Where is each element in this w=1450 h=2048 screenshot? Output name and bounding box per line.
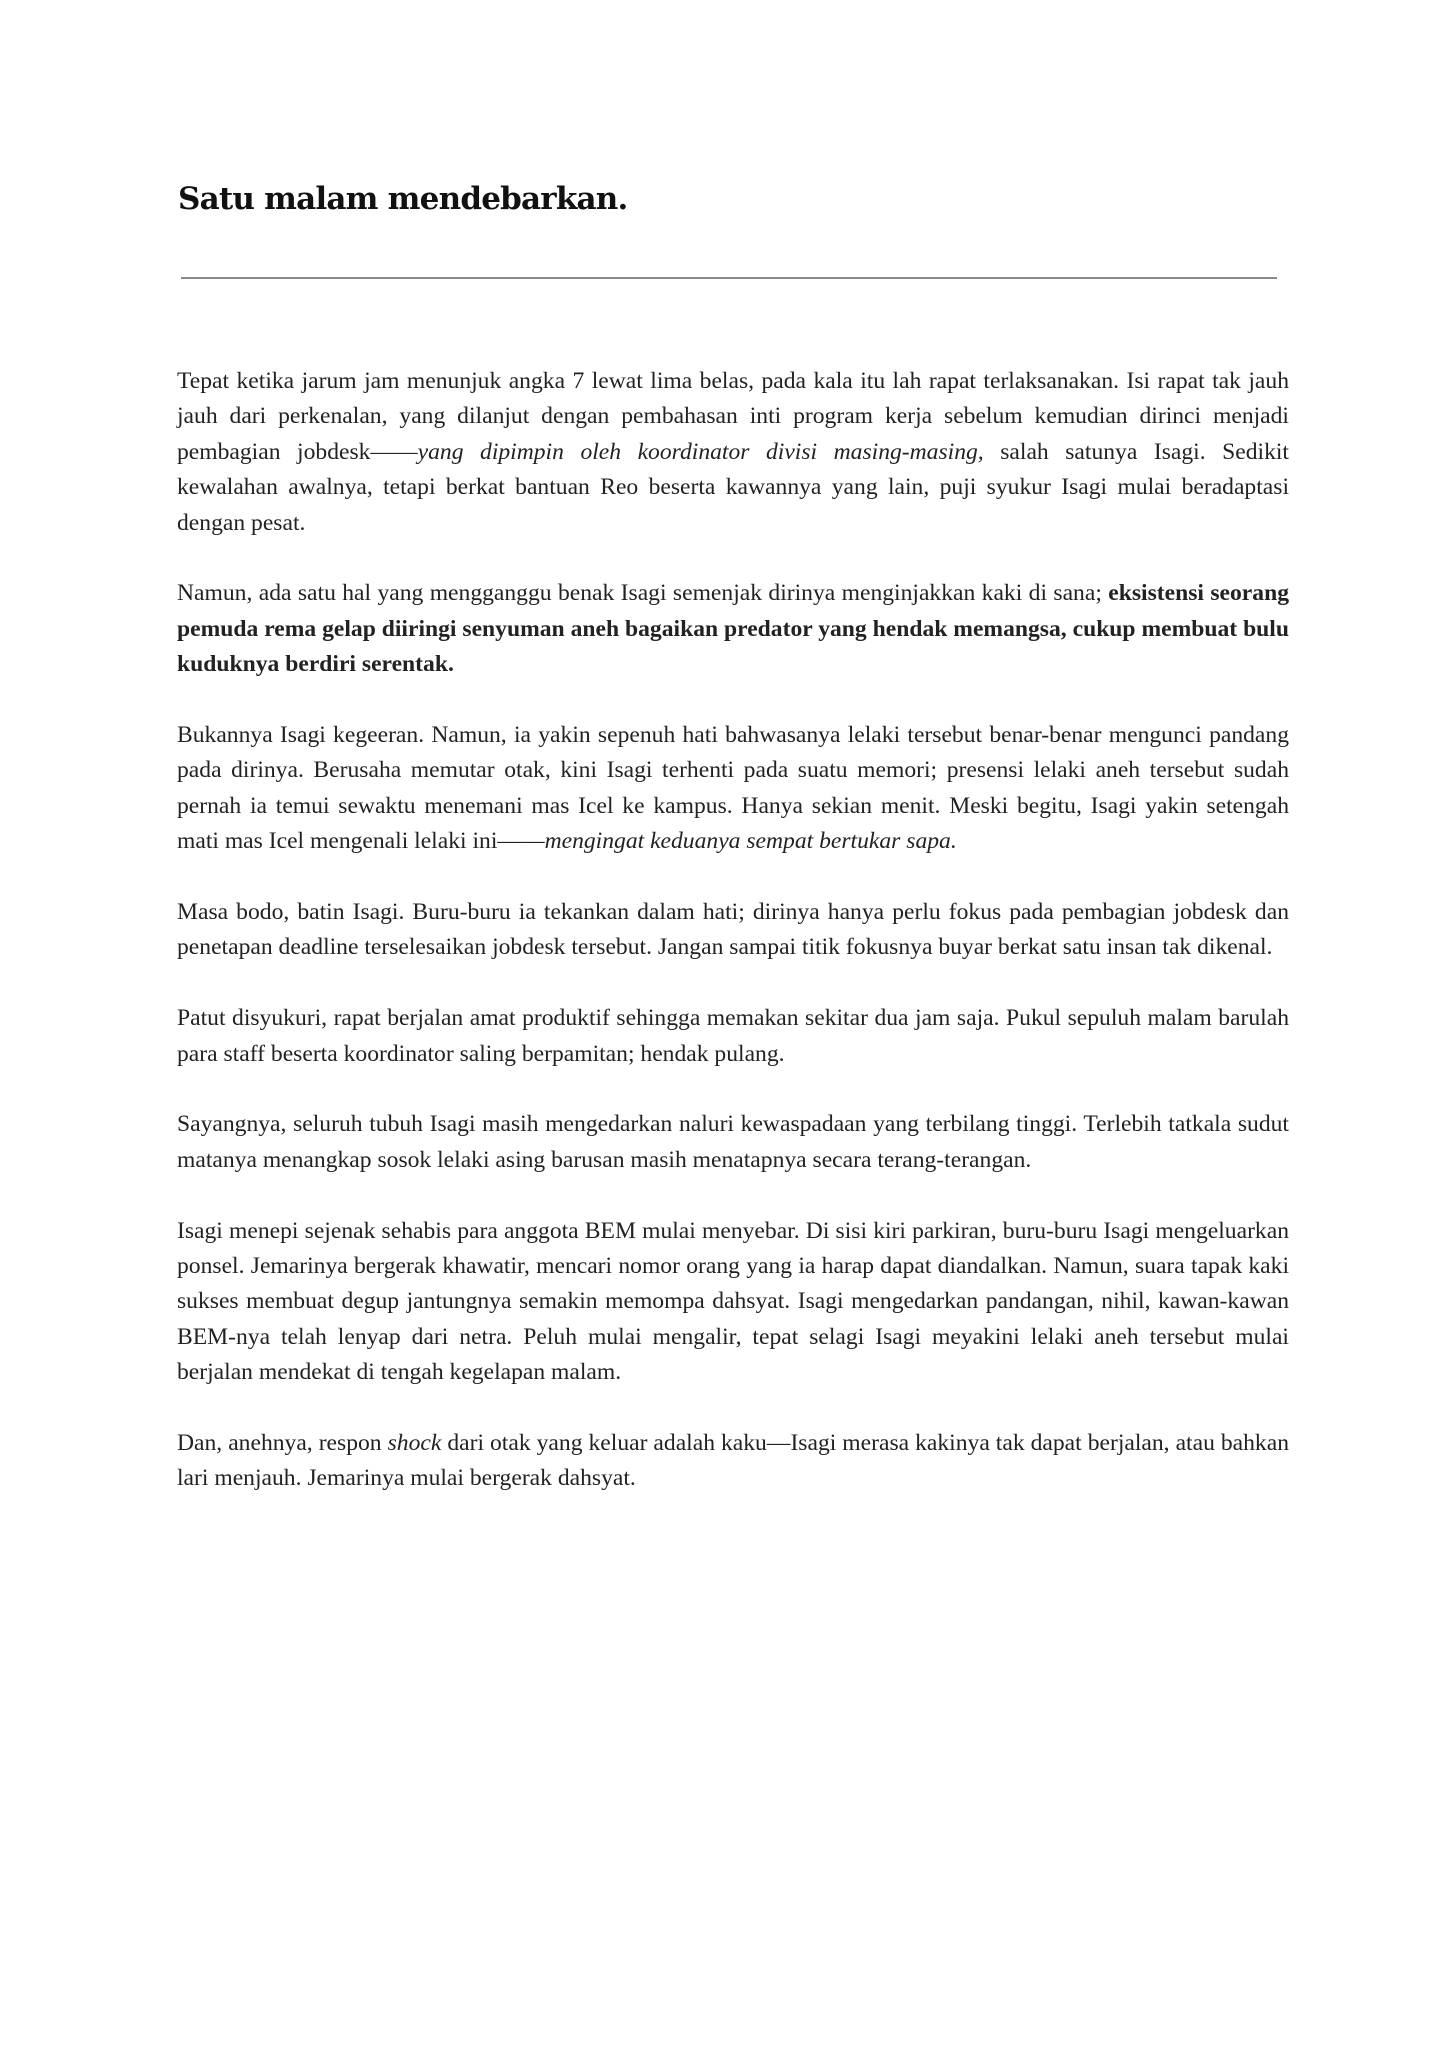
page-title: Satu malam mendebarkan. bbox=[178, 181, 628, 217]
paragraph-2-text-a: Namun, ada satu hal yang mengganggu benak Isagi semenjak dirinya menginjakkan kaki di sana; bbox=[177, 580, 1109, 607]
paragraph-7: Isagi menepi sejenak sehabis para anggota BEM mulai menyebar. Di sisi kiri parkiran, buru-buru Isagi mengeluarkan ponsel. Jemarinya bergerak khawatir, mencari nomor orang yang ia harap dapat diandalkan. Namun, suara tapak kaki sukses membuat degup jantungnya semakin memompa dahsyat. Isagi mengedarkan pandangan, nihil, kawan-kawan BEM-nya telah lenyap dari netra. Peluh mulai mengalir, tepat selagi Isagi meyakini lelaki aneh tersebut mulai berjalan mendekat di tengah kegelapan malam. bbox=[177, 1217, 1289, 1386]
paragraph-3-text-a: Bukannya Isagi kegeeran. Namun, ia yakin sepenuh hati bahwasanya lelaki tersebut benar-benar mengunci pandang pada dirinya. Berusaha memutar otak, kini Isagi terhenti pada suatu memori; presensi lelaki aneh tersebut sudah pernah ia temui sewaktu menemani mas Icel ke kampus. Hanya sekian menit. Meski begitu, Isagi yakin setengah mati mas Icel mengenali lelaki ini—— bbox=[177, 722, 1289, 855]
document-body bbox=[177, 364, 1289, 1532]
paragraph-3 bbox=[177, 718, 1289, 860]
paragraph-6: Sayangnya, seluruh tubuh Isagi masih mengedarkan naluri kewaspadaan yang terbilang tinggi. Terlebih tatkala sudut matanya menangkap sosok lelaki asing barusan masih menatapnya secara terang-terangan. bbox=[177, 1111, 1289, 1173]
paragraph-1-text-a: Tepat ketika jarum jam menunjuk angka 7 lewat lima belas, pada kala itu lah rapat terlaksanakan. Isi rapat tak jauh jauh dari perkenalan, yang dilanjut dengan pembahasan inti program kerja sebelum kemudian dirinci menjadi pembagian jobdesk—— bbox=[177, 368, 1289, 465]
paragraph-8-text-b: dari otak yang keluar adalah kaku—Isagi merasa kakinya tak dapat berjalan, atau bahkan lari menjauh. Jemarinya mulai bergerak dahsyat. bbox=[177, 1430, 1289, 1492]
paragraph-8 bbox=[177, 1426, 1289, 1497]
paragraph-2-bold: eksistensi seorang pemuda rema gelap diiringi senyuman aneh bagaikan predator yang hendak memangsa, cukup membuat bulu kuduknya berdiri serentak. bbox=[177, 580, 1289, 678]
paragraph-8-italic: shock bbox=[387, 1430, 442, 1457]
paragraph-1 bbox=[177, 364, 1289, 541]
title-divider bbox=[181, 277, 1277, 279]
paragraph-4: Masa bodo, batin Isagi. Buru-buru ia tekankan dalam hati; dirinya hanya perlu fokus pada pembagian jobdesk dan penetapan deadline terselesaikan jobdesk tersebut. Jangan sampai titik fokusnya buyar berkat satu insan tak dikenal. bbox=[177, 899, 1289, 961]
paragraph-2 bbox=[177, 576, 1289, 682]
paragraph-3-italic: mengingat keduanya sempat bertukar sapa. bbox=[544, 828, 957, 855]
paragraph-1-italic: yang dipimpin oleh koordinator divisi masing-masing, bbox=[417, 438, 984, 465]
paragraph-8-text-a: Dan, anehnya, respon bbox=[177, 1430, 388, 1457]
paragraph-1-text-b: salah satunya Isagi. Sedikit kewalahan awalnya, tetapi berkat bantuan Reo beserta kawannya yang lain, puji syukur Isagi mulai beradaptasi dengan pesat. bbox=[177, 438, 1289, 536]
paragraph-5: Patut disyukuri, rapat berjalan amat produktif sehingga memakan sekitar dua jam saja. Pukul sepuluh malam barulah para staff beserta koordinator saling berpamitan; hendak pulang. bbox=[177, 1005, 1289, 1067]
